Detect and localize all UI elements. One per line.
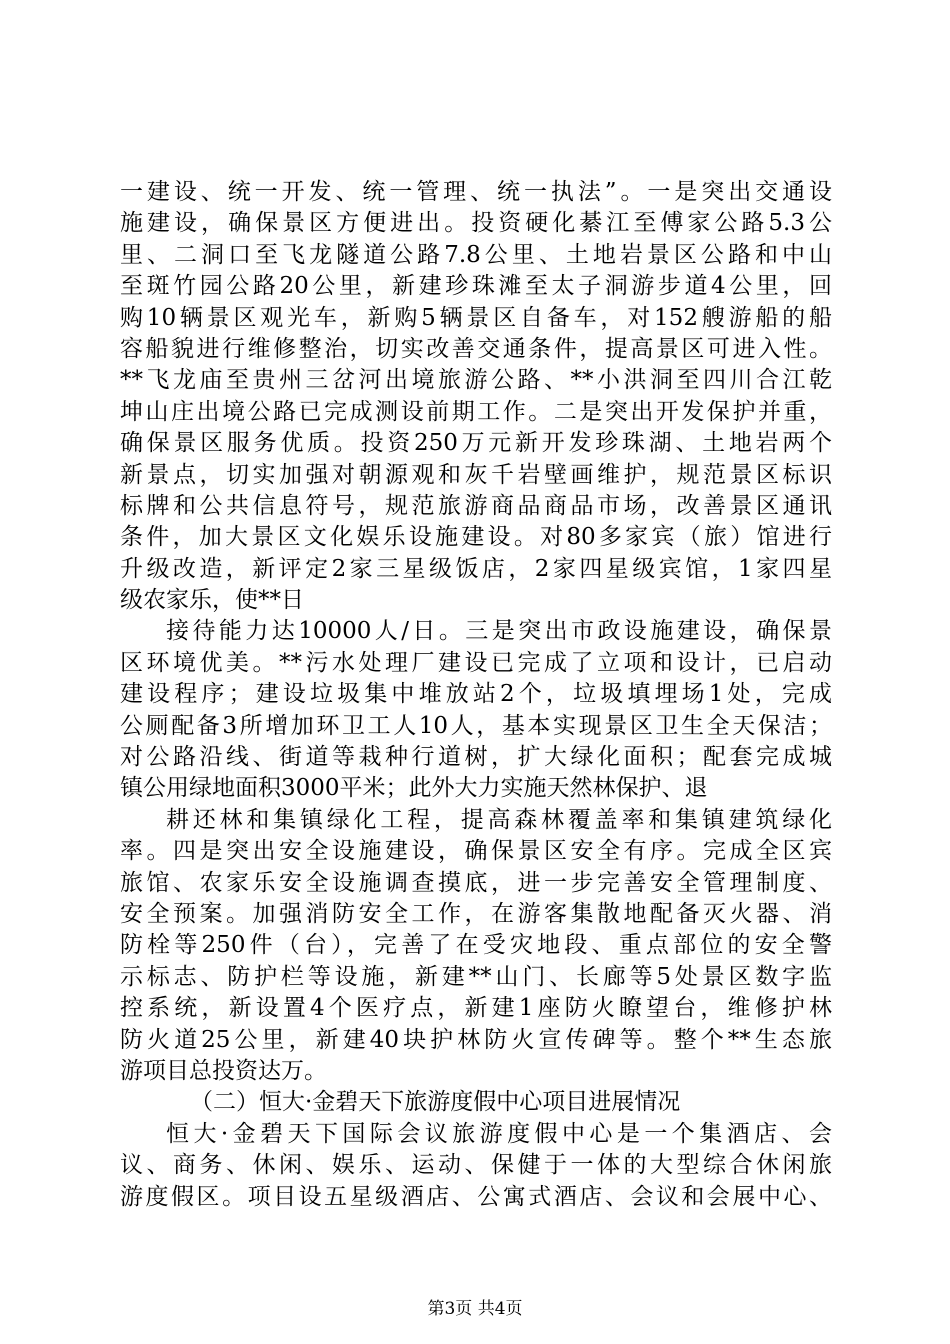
text-line: 游项目总投资达万。 <box>120 1057 327 1084</box>
text-line: 施建设，确保景区方便进出。投资硬化綦江至傅家公路5.3公 <box>120 210 832 237</box>
text-line: 公厕配备3所增加环卫工人10人，基本实现景区卫生全天保洁； <box>120 712 832 739</box>
text-line: 条件，加大景区文化娱乐设施建设。对80多家宾（旅）馆进行 <box>120 524 832 551</box>
text-line: 坤山庄出境公路已完成测设前期工作。二是突出开发保护并重， <box>120 398 832 425</box>
paragraph-first-line: 接待能力达10000人/日。三是突出市政设施建设，确保景 <box>166 618 832 645</box>
text-line: 建设程序；建设垃圾集中堆放站2个，垃圾填埋场1处，完成 <box>120 681 832 708</box>
text-line: 防栓等250件（台），完善了在受灾地段、重点部位的安全警 <box>120 932 832 959</box>
text-line: 镇公用绿地面积3000平米；此外大力实施天然林保护、退 <box>120 775 708 802</box>
text-line: 确保景区服务优质。投资250万元新开发珍珠湖、土地岩两个 <box>120 430 832 457</box>
page-footer <box>0 1298 950 1320</box>
text-line: 一建设、统一开发、统一管理、统一执法”。一是突出交通设 <box>120 179 832 205</box>
page-number-label: 第3页 共4页 <box>427 1299 523 1319</box>
text-line: 议、商务、休闲、娱乐、运动、保健于一体的大型综合休闲旅 <box>120 1152 832 1179</box>
text-line: 示标志、防护栏等设施，新建**山门、长廊等5处景区数字监 <box>120 963 832 990</box>
paragraph-first-line: 恒大·金碧天下国际会议旅游度假中心是一个集酒店、会 <box>166 1120 832 1147</box>
text-line: 率。四是突出安全设施建设，确保景区安全有序。完成全区宾 <box>120 838 832 865</box>
text-line: 控系统，新设置4个医疗点，新建1座防火瞭望台，维修护林 <box>120 995 832 1022</box>
text-line: 级农家乐，使**日 <box>120 587 304 614</box>
paragraph-first-line: 耕还林和集镇绿化工程，提高森林覆盖率和集镇建筑绿化 <box>166 806 832 833</box>
text-line: 对公路沿线、街道等栽种行道树，扩大绿化面积；配套完成城 <box>120 744 832 771</box>
text-line: 区环境优美。**污水处理厂建设已完成了立项和设计，已启动 <box>120 649 832 676</box>
text-line: 新景点，切实加强对朝源观和灰千岩壁画维护，规范景区标识 <box>120 461 832 488</box>
text-line: 升级改造，新评定2家三星级饭店，2家四星级宾馆，1家四星 <box>120 555 832 582</box>
text-line: **飞龙庙至贵州三岔河出境旅游公路、**小洪洞至四川合江乾 <box>120 367 832 394</box>
text-line: 购10辆景区观光车，新购5辆景区自备车，对152艘游船的船 <box>120 304 832 331</box>
text-line: 标牌和公共信息符号，规范旅游商品商品市场，改善景区通讯 <box>120 492 832 519</box>
text-line: 安全预案。加强消防安全工作，在游客集散地配备灭火器、消 <box>120 900 832 927</box>
text-line: 容船貌进行维修整治，切实改善交通条件，提高景区可进入性。 <box>120 335 832 362</box>
text-line: 至斑竹园公路20公里，新建珍珠滩至太子洞游步道4公里，回 <box>120 273 832 300</box>
text-line: 防火道25公里，新建40块护林防火宣传碑等。整个**生态旅 <box>120 1026 832 1053</box>
document-body <box>120 177 832 1213</box>
text-line: 游度假区。项目设五星级酒店、公寓式酒店、会议和会展中心、 <box>120 1183 832 1210</box>
section-heading: （二）恒大·金碧天下旅游度假中心项目进展情况 <box>190 1089 681 1116</box>
text-line: 里、二洞口至飞龙隧道公路7.8公里、土地岩景区公路和中山 <box>120 241 832 268</box>
text-line: 旅馆、农家乐安全设施调查摸底，进一步完善安全管理制度、 <box>120 869 832 896</box>
